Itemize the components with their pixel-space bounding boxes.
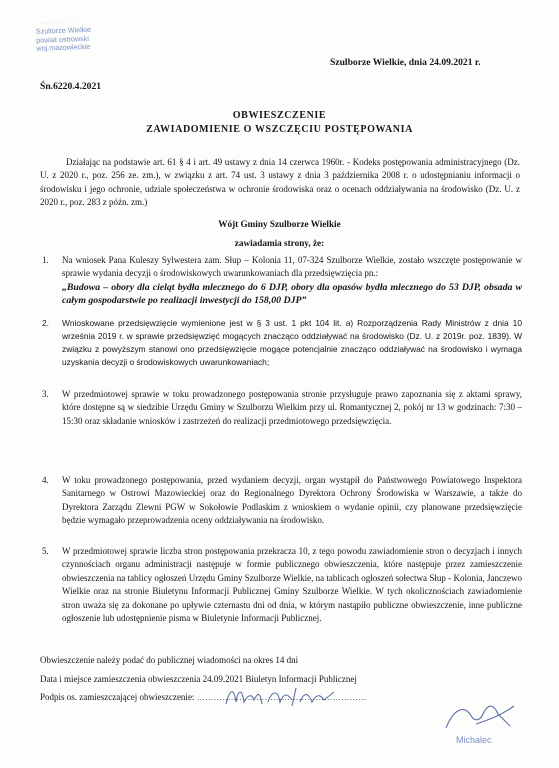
list-item-number: 5. (42, 546, 49, 556)
list-item (40, 474, 522, 528)
stamp-line: Szultorze Wielkie (35, 25, 92, 37)
case-number: Śn.6220.4.2021 (40, 81, 102, 92)
publication-date-place: Data i miejsce zamieszczenia obwieszczenia 24.09.2021 Biuletyn Informacji Publicznej (40, 674, 357, 684)
office-stamp (35, 16, 136, 53)
signature-label: Podpis os. zamieszczającej obwieszczenie: (40, 692, 195, 702)
list-item-text: W toku prowadzonego postępowania, przed wydaniem decyzji, organ wystąpił do Państwowego Powiatowego Inspektora Sanitarnego w Ostrowi Mazowieckiej oraz do Regionalnego Dyrektora Ochrony Środowiska w Warszawie, a także do Dyrektora Zarządu Zlewni PGW w Sokołowie Podlaskim z wnioskiem o wydanie opinii, czy planowane przedsięwzięcie będzie wymagało przeprowadzenia oceny oddziaływania na środowisko. (62, 475, 522, 526)
document-title: OBWIESZCZENIE (232, 110, 327, 121)
list-item-number: 1. (42, 255, 49, 265)
project-name: „Budowa – obory dla cieląt bydła mlecznego do 6 DJP, obory dla opasów bydła mlecznego do 53 DJP, obsada w całym gospodarstwie po realizacji inwestycji do 158,00 DJP” (62, 281, 522, 307)
stamp-top-line: · · · · · · · · · · · (35, 17, 83, 28)
list-item-text: W przedmiotowej sprawie w toku prowadzonego postępowania stronie przysługuje prawo zapoznania się z aktami sprawy, które dostępne są w siedzibie Urzędu Gminy w Szulborzu Wielkim przy ul. Romantycznej 2, pokój nr 13 w godzinach: 7:30 – 15:30 oraz składanie wniosków i zastrzeżeń do realizacji przedmiotowego przedsięwzięcia. (62, 389, 522, 426)
list-item-text (62, 254, 522, 308)
staff-name-stamp: Michalec (456, 735, 492, 745)
issuing-authority: Wójt Gminy Szulborze Wielkie (218, 219, 341, 229)
list-item (40, 388, 522, 428)
stamp-line: woj.mazowieckie (36, 42, 91, 53)
signature-dotted-line: …………………………………………………… (196, 693, 367, 702)
list-item-number: 3. (42, 389, 49, 399)
list-item (40, 545, 522, 625)
list-item-number: 4. (42, 475, 49, 485)
place-and-date: Szulborze Wielkie, dnia 24.09.2021 r. (330, 57, 481, 68)
item-body: Na wniosek Pana Kuleszy Sylwestera zam. Słup – Kolonia 11, 07-324 Szulborze Wielkie, zostało wszczęte postępowanie w sprawie wydania decyzji o środowiskowych uwarunkowaniach dla przedsięwzięcia pn.: (62, 255, 522, 279)
stamp-line: powiat ostrowski (35, 33, 90, 45)
handwritten-signature (222, 682, 342, 710)
list-item-text: W przedmiotowej sprawie liczba stron postępowania przekracza 10, z tego powodu zawiadomienie stron o decyzjach i innych czynnościach organu administracji następuje w formie publicznego obwieszczenia, które następuje przez zamieszczenie obwieszczenia na tablicy ogłoszeń Urzędu Gminy Szulborze Wielkie, na tablicach ogłoszeń sołectwa Słup - Kolonia, Janczewo Wielkie oraz na stronie Biuletynu Informacji Publicznej Gminy Szulborze Wielkie. W tych okolicznościach zawiadomienie stron uważa się za dokonane po upływie czternastu dni od dnia, w którym nastąpiło publiczne obwieszczenie, inne publiczne ogłoszenie lub udostępnienie pisma w Biuletynie Informacji Publicznej. (62, 546, 522, 624)
publication-period: Obwieszczenie należy podać do publicznej wiadomości na okres 14 dni (40, 655, 299, 665)
document-subtitle: ZAWIADOMIENIE O WSZCZĘCIU POSTĘPOWANIA (146, 124, 413, 135)
list-item-number: 2. (42, 318, 49, 328)
list-item (40, 317, 522, 369)
list-item (40, 254, 522, 308)
initials-signature (440, 700, 520, 734)
legal-basis-paragraph (40, 156, 520, 209)
intro-text: Działając na podstawie art. 61 § 4 i art. 49 ustawy z dnia 14 czerwca 1960r. - Kodeks postępowania administracyjnego (Dz. U. z 2020 r., poz. 256 ze. zm.), w związku z art. 74 ust. 3 ustawy z dnia 3 października 2008 r. o udostępnianiu informacji o środowisku i jego ochronie, udziale społeczeństwa w ochronie środowiska oraz o ocenach oddziaływania na środowisko (Dz. U. z 2020 r., poz. 283 z późn. zm.) (40, 157, 520, 207)
list-item-text: Wnioskowane przedsięwzięcie wymienione jest w § 3 ust. 1 pkt 104 lit. a) Rozporządzenia Rady Ministrów z dnia 10 września 2019 r. w sprawie przedsięwzięć mogących znacząco oddziaływać na środowisko (Dz. U. z 2019r. poz. 1839). W związku z powyższym stanowi ono przedsięwzięcie mogące potencjalnie znacząco oddziaływać na środowisko i wymaga uzyskania decyzji o środowiskowych uwarunkowaniach; (62, 318, 522, 368)
notification-lead: zawiadamia strony, że: (234, 238, 325, 248)
